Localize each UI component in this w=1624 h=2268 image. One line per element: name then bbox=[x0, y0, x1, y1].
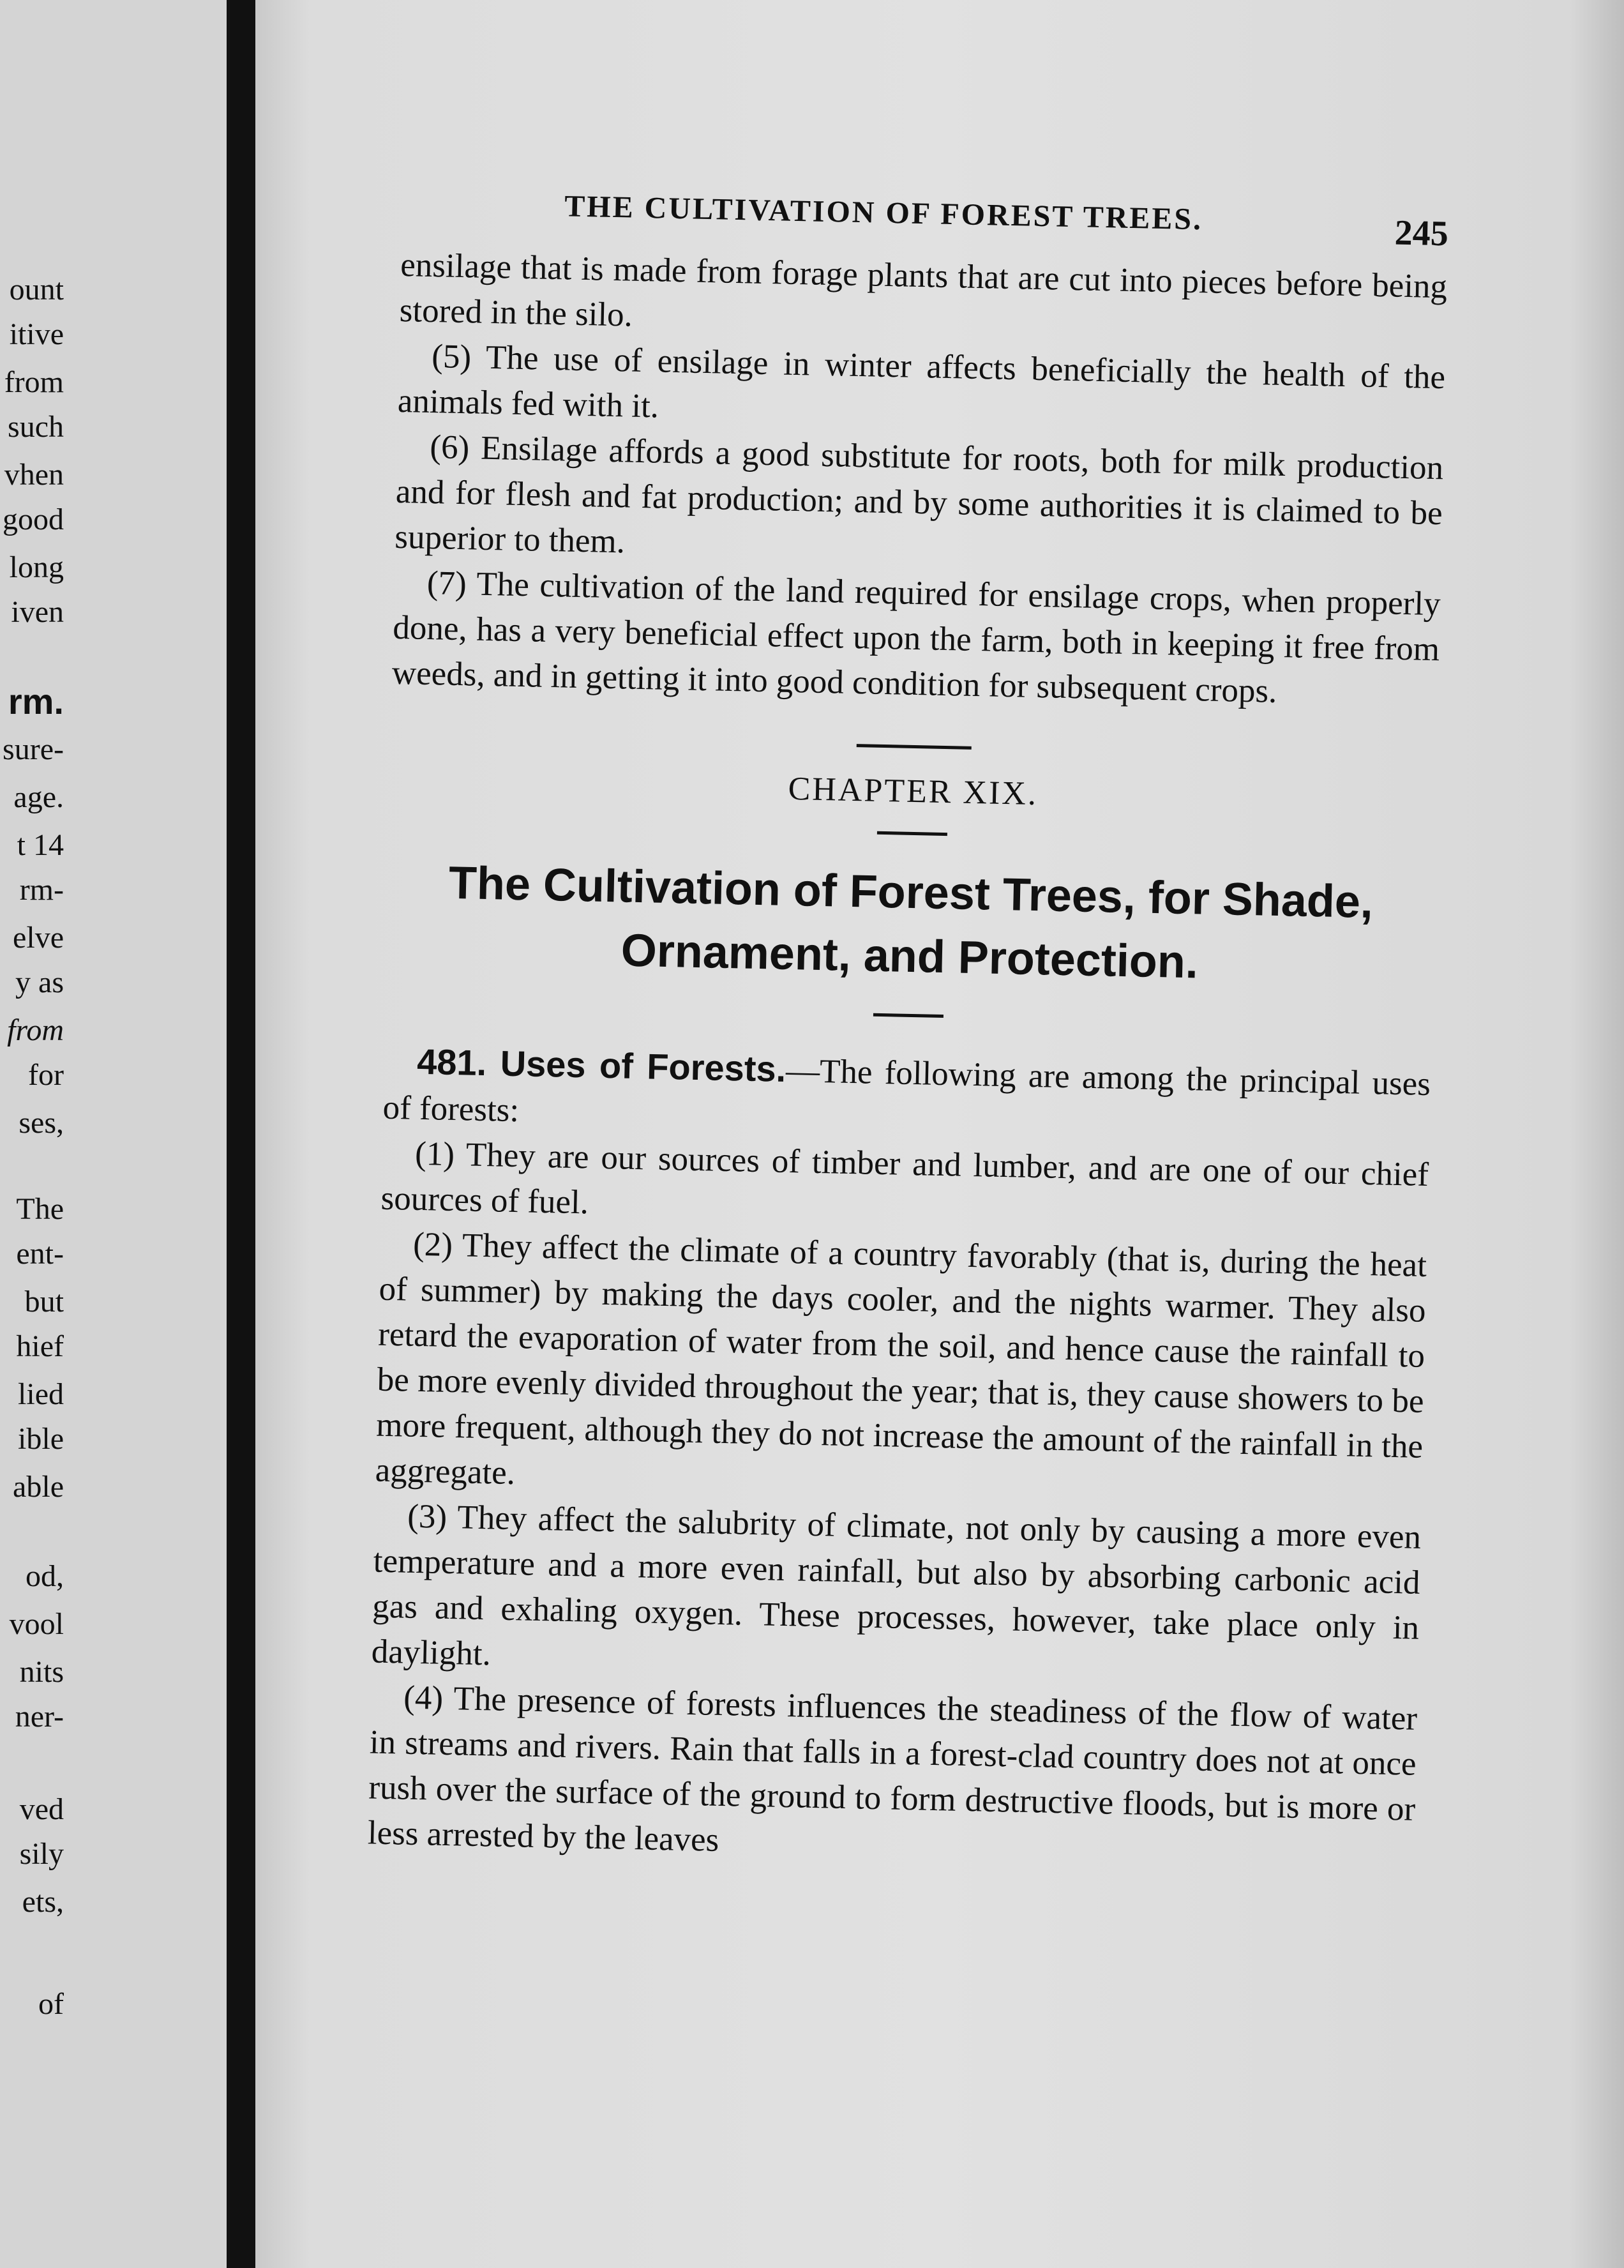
left-page-text-fragment: nits bbox=[19, 1655, 64, 1689]
left-page-text-fragment: ets, bbox=[22, 1885, 64, 1919]
section-intro: —The following are among the principal uses of forests: bbox=[382, 1052, 1431, 1130]
left-page-text-fragment: vool bbox=[9, 1607, 64, 1641]
book-gutter bbox=[227, 0, 255, 2268]
left-page-text-fragment: t 14 bbox=[17, 828, 64, 862]
paragraph: (4) The presence of forests influences the steadiness of the flow of water in streams and rivers. Rain that falls in a forest-clad country does not at once rush over the surface of the ground to form destructive floods, but is more or less arrested by the leaves bbox=[367, 1679, 1418, 1859]
section-heading: 481. Uses of Forests. bbox=[416, 1041, 786, 1089]
page-number: 245 bbox=[1394, 213, 1449, 254]
left-page-text-fragment: rm. bbox=[8, 681, 64, 722]
left-page-text-fragment: such bbox=[8, 410, 64, 444]
page-content bbox=[367, 185, 1448, 1878]
left-page-text-fragment: itive bbox=[9, 317, 64, 351]
divider-rule bbox=[877, 831, 947, 836]
left-page-text-fragment: but bbox=[24, 1285, 64, 1319]
paragraph: ensilage that is made from forage plants that are cut into pieces before being stored in the silo. bbox=[399, 246, 1448, 334]
section-block bbox=[367, 1038, 1431, 1878]
left-page-text-fragment: hief bbox=[16, 1329, 64, 1363]
left-page-text-fragment: y as bbox=[15, 965, 64, 999]
left-page-text-fragment: ner- bbox=[15, 1700, 64, 1734]
left-facing-page bbox=[0, 0, 227, 2268]
left-page-text-fragment: age. bbox=[13, 780, 64, 814]
left-page-text-fragment: ent- bbox=[16, 1237, 64, 1271]
left-page-text-fragment: long bbox=[9, 550, 64, 584]
left-page-text-fragment: from bbox=[7, 1013, 64, 1047]
left-page-text-fragment: able bbox=[13, 1470, 64, 1504]
chapter-title: The Cultivation of Forest Trees, for Shade, Ornament, and Protection. bbox=[448, 857, 1374, 988]
left-page-text-fragment: ible bbox=[18, 1422, 64, 1456]
paragraph: (2) They affect the climate of a country favorably (that is, during the heat of summer) by making the days cooler, and the nights warmer. They also retard the evaporation of water from the soil, and hence cause the rainfall to be more evenly divided throughout the year; that is, they cause showers to be more frequent, although they do not increase the amount of the rainfall in the aggregate. bbox=[375, 1225, 1427, 1492]
top-text-block bbox=[391, 243, 1448, 718]
left-page-text-fragment: The bbox=[16, 1192, 64, 1226]
left-page-text-fragment: good bbox=[3, 503, 64, 536]
chapter-label: CHAPTER XIX. bbox=[788, 770, 1039, 813]
paragraph: (3) They affect the salubrity of climate, not only by causing a more even temperature and a more even rainfall, but also by absorbing carbonic acid gas and exhaling oxygen. These processes, however, take place only in daylight. bbox=[371, 1497, 1422, 1673]
left-page-text-fragment: ses, bbox=[19, 1106, 64, 1140]
left-page-text-fragment: sily bbox=[19, 1837, 64, 1871]
paragraph: (7) The cultivation of the land required for ensilage crops, when properly done, has a very beneficial effect upon the farm, both in keeping it free from weeds, and in getting it into good condition for subsequent crops. bbox=[391, 564, 1441, 710]
left-page-text-fragment: lied bbox=[18, 1377, 64, 1411]
left-page-text-fragment: from bbox=[4, 365, 64, 399]
left-page-text-fragment: of bbox=[38, 1987, 64, 2021]
left-page-text-fragment: rm- bbox=[19, 873, 64, 907]
paragraph: (5) The use of ensilage in winter affects beneficially the health of the animals fed with it. bbox=[397, 338, 1446, 425]
left-page-text-fragment: for bbox=[28, 1058, 64, 1092]
paragraph: (6) Ensilage affords a good substitute for roots, both for milk production and for flesh and fat production; and by some authorities it is claimed to be superior to them. bbox=[394, 428, 1444, 561]
left-page-text-fragment: ount bbox=[9, 273, 64, 306]
left-page-text-fragment: elve bbox=[13, 921, 64, 955]
left-page-text-fragment: sure- bbox=[3, 732, 64, 766]
book-page bbox=[255, 0, 1624, 2268]
left-page-text-fragment: iven bbox=[11, 595, 64, 629]
left-page-text-fragment: vhen bbox=[4, 458, 64, 492]
paragraph: (1) They are our sources of timber and lumber, and are one of our chief sources of fuel. bbox=[380, 1135, 1429, 1221]
left-page-text-fragment: ved bbox=[19, 1792, 64, 1826]
running-head: THE CULTIVATION OF FOREST TREES. bbox=[564, 189, 1203, 237]
left-page-text-fragment: od, bbox=[26, 1559, 64, 1593]
